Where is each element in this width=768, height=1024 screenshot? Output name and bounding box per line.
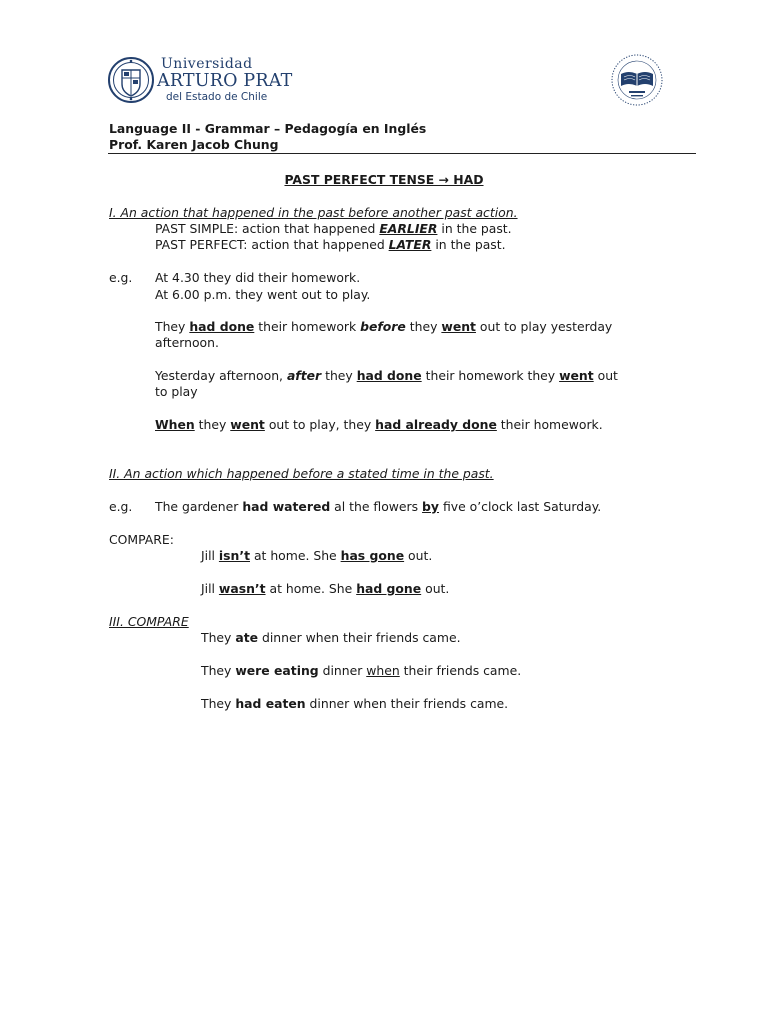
text-run: had eaten bbox=[235, 696, 306, 711]
example-label bbox=[109, 270, 132, 286]
example-sentence bbox=[155, 368, 618, 384]
text-run: PAST SIMPLE: action that happened bbox=[155, 221, 380, 236]
text-run: when bbox=[366, 663, 400, 678]
text-run: At 4.30 they did their homework. bbox=[155, 270, 361, 285]
text-run: They bbox=[155, 319, 190, 334]
text-run: were eating bbox=[235, 663, 319, 678]
text-run: COMPARE: bbox=[109, 532, 174, 547]
example-label bbox=[109, 499, 132, 515]
section-2-heading bbox=[109, 466, 494, 482]
university-crest-icon bbox=[108, 54, 154, 106]
text-run: after bbox=[286, 368, 322, 383]
text-run: Jill bbox=[201, 548, 219, 563]
example-sentence bbox=[155, 384, 198, 400]
text-run: had done bbox=[356, 368, 422, 383]
text-run: isn’t bbox=[218, 548, 250, 563]
text-run: out. bbox=[421, 581, 450, 596]
text-run: When bbox=[155, 417, 195, 432]
text-run: went bbox=[559, 368, 594, 383]
text-run: before bbox=[360, 319, 406, 334]
text-run: Jill bbox=[201, 581, 219, 596]
text-run: They bbox=[201, 663, 236, 678]
text-run: afternoon. bbox=[155, 335, 219, 350]
text-run: III. COMPARE bbox=[109, 614, 189, 629]
compare-sentence bbox=[201, 696, 508, 712]
logo-arturo-prat-text: ARTURO PRAT bbox=[157, 71, 293, 91]
professor-name: Prof. Karen Jacob Chung bbox=[109, 137, 279, 152]
text-run: The gardener bbox=[155, 499, 243, 514]
text-run: they bbox=[194, 417, 231, 432]
text-run: ate bbox=[235, 630, 259, 645]
text-run: at home. She bbox=[265, 581, 357, 596]
compare-sentence bbox=[201, 581, 449, 597]
section-3-heading bbox=[109, 614, 189, 630]
text-run: to play bbox=[155, 384, 198, 399]
text-run: dinner when their friends came. bbox=[305, 696, 509, 711]
text-run: their friends came. bbox=[399, 663, 522, 678]
text-run: had watered bbox=[242, 499, 331, 514]
text-run: e.g. bbox=[109, 499, 133, 514]
example-sentence bbox=[155, 499, 601, 515]
course-title: Language II - Grammar – Pedagogía en Inglés bbox=[109, 121, 427, 136]
logo-estado-text: del Estado de Chile bbox=[166, 91, 268, 103]
text-run: had gone bbox=[356, 581, 422, 596]
text-run: I. An action that happened in the past before another past action. bbox=[109, 205, 518, 220]
text-run: LATER bbox=[388, 237, 432, 252]
text-run: out. bbox=[404, 548, 433, 563]
compare-sentence bbox=[201, 663, 521, 679]
text-run: had already done bbox=[375, 417, 497, 432]
text-run: has gone bbox=[340, 548, 405, 563]
logo-universidad-text: Universidad bbox=[161, 56, 253, 72]
text-run: they bbox=[405, 319, 442, 334]
text-run: their homework they bbox=[421, 368, 560, 383]
university-logo bbox=[108, 54, 293, 108]
text-run: e.g. bbox=[109, 270, 133, 285]
text-run: out to play, they bbox=[264, 417, 376, 432]
document-title: PAST PERFECT TENSE → HAD bbox=[284, 172, 484, 187]
text-run: out to play yesterday bbox=[475, 319, 613, 334]
text-run: in the past. bbox=[437, 221, 512, 236]
text-run: five o’clock last Saturday. bbox=[439, 499, 602, 514]
text-run: their homework. bbox=[496, 417, 603, 432]
text-run: dinner bbox=[318, 663, 367, 678]
compare-sentence bbox=[201, 548, 432, 564]
text-run: They bbox=[201, 630, 236, 645]
text-run: they bbox=[321, 368, 357, 383]
past-perfect-definition bbox=[155, 237, 506, 253]
text-run: EARLIER bbox=[379, 221, 438, 236]
text-run: II. An action which happened before a stated time in the past. bbox=[109, 466, 494, 481]
example-sentence bbox=[155, 287, 370, 303]
text-run: dinner when their friends came. bbox=[258, 630, 461, 645]
past-simple-definition bbox=[155, 221, 512, 237]
example-sentence bbox=[155, 270, 360, 286]
text-run: PAST PERFECT: action that happened bbox=[155, 237, 389, 252]
example-sentence bbox=[155, 417, 603, 433]
example-sentence bbox=[155, 319, 612, 335]
compare-sentence bbox=[201, 630, 461, 646]
text-run: went bbox=[230, 417, 265, 432]
text-run: al the flowers bbox=[330, 499, 423, 514]
text-run: They bbox=[201, 696, 236, 711]
text-run: in the past. bbox=[431, 237, 506, 252]
header-divider bbox=[108, 153, 696, 154]
text-run: out bbox=[593, 368, 618, 383]
faculty-open-book-seal-icon bbox=[607, 52, 667, 108]
text-run: at home. She bbox=[250, 548, 341, 563]
text-run: went bbox=[441, 319, 476, 334]
text-run: their homework bbox=[254, 319, 361, 334]
example-sentence bbox=[155, 335, 219, 351]
compare-label bbox=[109, 532, 174, 548]
section-1-heading bbox=[109, 205, 518, 221]
text-run: wasn’t bbox=[218, 581, 266, 596]
text-run: had done bbox=[189, 319, 255, 334]
text-run: by bbox=[422, 499, 439, 514]
text-run: Yesterday afternoon, bbox=[155, 368, 287, 383]
text-run: At 6.00 p.m. they went out to play. bbox=[155, 287, 371, 302]
